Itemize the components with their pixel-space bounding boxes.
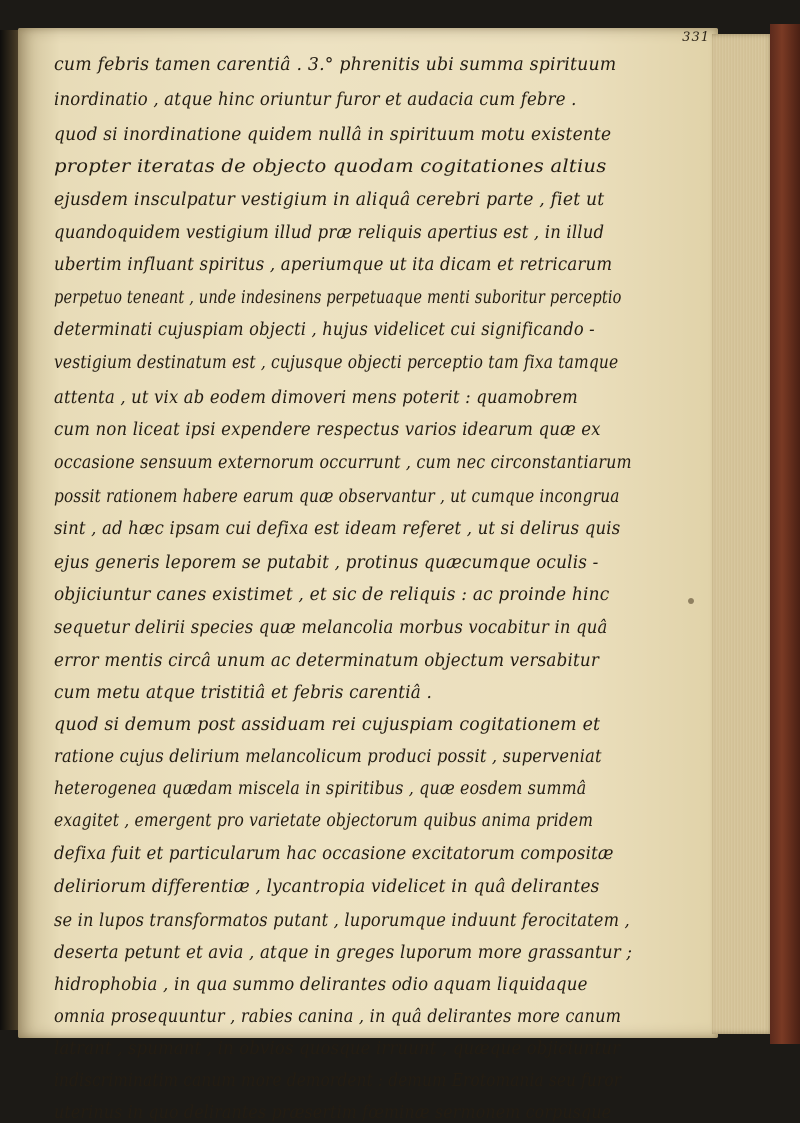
manuscript-line: sequetur delirii species quæ melancolia morbus vocabitur in quâ: [54, 618, 608, 638]
manuscript-line: quod si demum post assiduam rei cujuspiam cogitationem et: [54, 715, 601, 735]
manuscript-line: propter iteratas de objecto quodam cogitationes altius: [54, 157, 607, 177]
ink-spot: [688, 598, 694, 604]
manuscript-line: perpetuo teneant , unde indesinens perpetuaque menti suboritur perceptio: [54, 288, 622, 308]
manuscript-line: sint , ad hæc ipsam cui defixa est ideam referet , ut si delirus quis: [54, 519, 621, 539]
manuscript-line: quod si inordinatione quidem nullâ in spirituum motu existente: [54, 125, 612, 145]
manuscript-line: quandoquidem vestigium illud præ reliquis apertius est , in illud: [54, 223, 605, 243]
manuscript-line: deliriorum differentiæ , lycantropia videlicet in quâ delirantes: [54, 877, 600, 897]
manuscript-line: uterinus in quo delirantes præsertim fœminæ sermonem corpusque: [54, 1103, 612, 1123]
manuscript-line: exagitet , emergent pro varietate objectorum quibus anima pridem: [54, 811, 594, 831]
manuscript-line: error mentis circâ unum ac determinatum objectum versabitur: [54, 651, 600, 671]
manuscript-line: heterogenea quædam miscela in spiritibus , quæ eosdem summâ: [54, 779, 587, 799]
manuscript-line: hidrophobia , in qua summo delirantes odio aquam liquidaque: [54, 975, 588, 995]
manuscript-line: cum metu atque tristitiâ et febris carentiâ .: [54, 683, 433, 703]
manuscript-line: se in lupos transformatos putant , luporumque induunt ferocitatem ,: [54, 911, 630, 931]
manuscript-line: attenta , ut vix ab eodem dimoveri mens poterit : quamobrem: [54, 388, 578, 408]
manuscript-line: omnia prosequuntur , rabies canina , in quâ delirantes more canum: [54, 1007, 622, 1027]
page-edges: [712, 34, 774, 1034]
manuscript-line: occasione sensuum externorum occurrunt , cum nec circonstantiarum: [54, 453, 632, 473]
manuscript-line: ratione cujus delirium melancolicum produci possit , superveniat: [54, 747, 602, 767]
page-number: 331: [682, 30, 710, 45]
manuscript-line: cum febris tamen carentiâ . 3.° phrenitis ubi summa spirituum: [54, 55, 617, 75]
manuscript-line: indiscriminatim canum more demordent : demum Erotomania seu furor: [54, 1071, 622, 1091]
manuscript-line: ejus generis leporem se putabit , protinus quæcumque oculis -: [54, 553, 599, 573]
manuscript-line: ejusdem insculpatur vestigium in aliquâ cerebri parte , fiet ut: [54, 190, 605, 210]
manuscript-line: latrant , spumant , in obvios quosque irruunt , quæque objiciuntur: [54, 1039, 621, 1059]
manuscript-line: deserta petunt et avia , atque in greges luporum more grassantur ;: [54, 943, 633, 963]
manuscript-line: defixa fuit et particularum hac occasione excitatorum compositæ: [54, 844, 614, 864]
manuscript-line: inordinatio , atque hinc oriuntur furor et audacia cum febre .: [54, 90, 577, 110]
manuscript-line: determinati cujuspiam objecti , hujus videlicet cui significando -: [54, 320, 595, 340]
manuscript-line: vestigium destinatum est , cujusque objecti perceptio tam fixa tamque: [54, 353, 619, 373]
manuscript-line: objiciuntur canes existimet , et sic de reliquis : ac proinde hinc: [54, 585, 610, 605]
manuscript-line: possit rationem habere earum quæ observantur , ut cumque incongrua: [54, 487, 620, 507]
manuscript-line: ubertim influant spiritus , aperiumque ut ita dicam et retricarum: [54, 255, 613, 275]
manuscript-line: cum non liceat ipsi expendere respectus varios idearum quæ ex: [54, 420, 601, 440]
book-cover-edge: [770, 24, 800, 1044]
